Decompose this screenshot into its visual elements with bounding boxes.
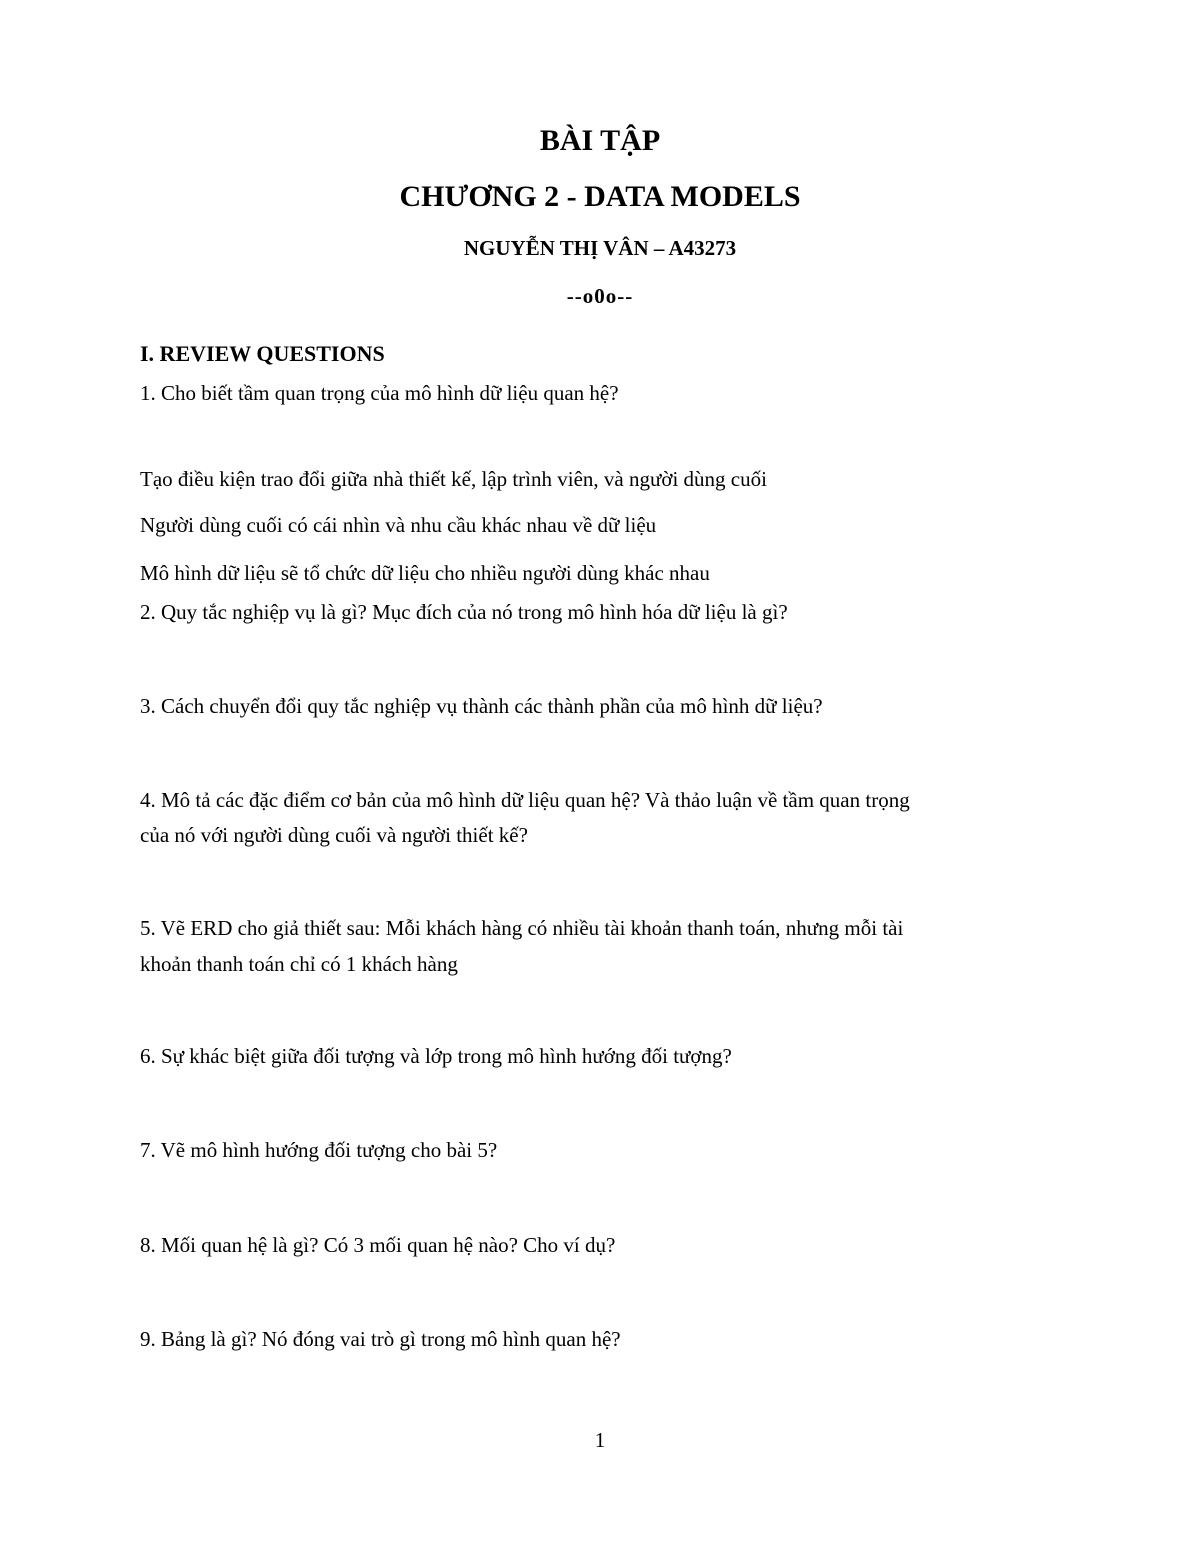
answer-1-line-3: Mô hình dữ liệu sẽ tổ chức dữ liệu cho nhiều người dùng khác nhau — [140, 561, 710, 585]
question-1: 1. Cho biết tầm quan trọng của mô hình dữ liệu quan hệ? — [140, 381, 619, 405]
question-6: 6. Sự khác biệt giữa đối tượng và lớp trong mô hình hướng đối tượng? — [140, 1044, 732, 1068]
question-9: 9. Bảng là gì? Nó đóng vai trò gì trong mô hình quan hệ? — [140, 1327, 621, 1351]
question-7: 7. Vẽ mô hình hướng đối tượng cho bài 5? — [140, 1138, 498, 1162]
question-5-line-2: khoản thanh toán chỉ có 1 khách hàng — [140, 952, 458, 976]
author-line: NGUYỄN THỊ VÂN – A43273 — [463, 236, 737, 260]
question-4-line-1: 4. Mô tả các đặc điểm cơ bản của mô hình dữ liệu quan hệ? Và thảo luận về tầm quan trọng — [140, 788, 910, 812]
answer-1-line-2: Người dùng cuối có cái nhìn và nhu cầu khác nhau về dữ liệu — [140, 513, 657, 537]
question-4-line-2: của nó với người dùng cuối và người thiết kế? — [140, 823, 528, 847]
question-2: 2. Quy tắc nghiệp vụ là gì? Mục đích của nó trong mô hình hóa dữ liệu là gì? — [140, 600, 788, 624]
separator: --o0o-- — [566, 284, 634, 308]
chapter-title: CHƯƠNG 2 - DATA MODELS — [399, 180, 801, 213]
document-title: BÀI TẬP — [539, 124, 661, 157]
question-3: 3. Cách chuyển đổi quy tắc nghiệp vụ thành các thành phần của mô hình dữ liệu? — [140, 694, 823, 718]
answer-1-line-1: Tạo điều kiện trao đổi giữa nhà thiết kế, lập trình viên, và người dùng cuối — [140, 467, 767, 491]
page-number: 1 — [594, 1428, 606, 1452]
question-5-line-1: 5. Vẽ ERD cho giả thiết sau: Mỗi khách hàng có nhiều tài khoản thanh toán, nhưng mỗi tài — [140, 916, 904, 940]
section-heading: I. REVIEW QUESTIONS — [140, 341, 385, 366]
question-8: 8. Mối quan hệ là gì? Có 3 mối quan hệ nào? Cho ví dụ? — [140, 1233, 616, 1257]
